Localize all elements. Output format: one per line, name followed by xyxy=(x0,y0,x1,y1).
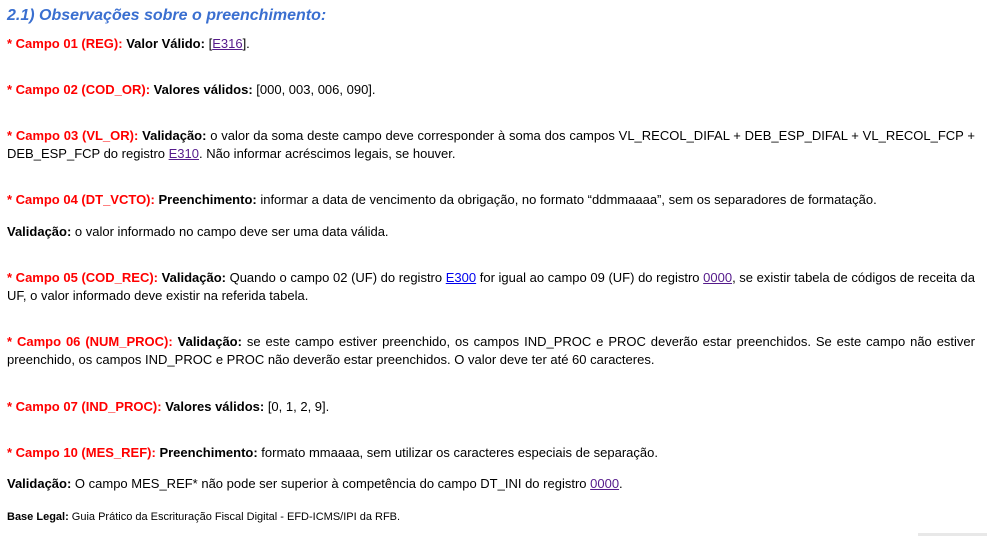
field-label: * Campo 04 (DT_VCTO): xyxy=(7,192,155,207)
key: Base Legal: xyxy=(7,511,69,523)
text: se este campo estiver preenchido, os campos IND_PROC e PROC deverão estar preenchidos. Se este campo não estiver preenchido, os campos IND_PROC e PROC não deverão estar preenchidos. O valor deve ter até 60 caracteres. xyxy=(7,334,975,367)
key: Validação: xyxy=(7,476,72,491)
field-label: * Campo 02 (COD_OR): xyxy=(7,82,151,97)
key: Validação: xyxy=(142,128,207,143)
text: [000, 003, 006, 090]. xyxy=(252,82,376,97)
text: . Não informar acréscimos legais, se houver. xyxy=(199,146,456,161)
text: Quando o campo 02 (UF) do registro xyxy=(225,270,446,285)
text: Guia Prático da Escrituração Fiscal Digital - EFD-ICMS/IPI da RFB. xyxy=(68,511,401,523)
field-06-note xyxy=(7,333,975,369)
field-05-note xyxy=(7,269,975,305)
field-10-note xyxy=(7,444,975,462)
link-0000[interactable]: 0000 xyxy=(703,270,733,285)
key: Preenchimento: xyxy=(158,192,257,207)
field-01-note xyxy=(7,35,975,53)
field-label: * Campo 07 (IND_PROC): xyxy=(7,399,162,414)
field-label: * Campo 05 (COD_REC): xyxy=(7,270,159,285)
field-10-validation xyxy=(7,475,975,493)
field-02-note xyxy=(7,81,975,99)
key: Validação: xyxy=(177,334,242,349)
text: [ xyxy=(204,36,213,51)
text: , se existir tabela de códigos de receita da UF, o valor informado deve existir na referida tabela. xyxy=(7,270,975,303)
key: Preenchimento: xyxy=(159,445,258,460)
legal-basis xyxy=(7,508,975,526)
link-e310[interactable]: E310 xyxy=(168,146,199,161)
text: ]. xyxy=(242,36,250,51)
link-e300[interactable]: E300 xyxy=(445,270,477,285)
field-04-validation xyxy=(7,223,975,241)
link-e316[interactable]: E316 xyxy=(212,36,243,51)
key: Valores válidos: xyxy=(153,82,253,97)
text: [0, 1, 2, 9]. xyxy=(264,399,330,414)
text: o valor informado no campo deve ser uma data válida. xyxy=(71,224,389,239)
text: for igual ao campo 09 (UF) do registro xyxy=(476,270,704,285)
field-03-note xyxy=(7,127,975,163)
key: Validação: xyxy=(7,224,72,239)
text: . xyxy=(619,476,623,491)
text: formato mmaaaa, sem utilizar os caracteres especiais de separação. xyxy=(257,445,658,460)
field-04-note xyxy=(7,191,975,209)
text: O campo MES_REF* não pode ser superior à competência do campo DT_INI do registro xyxy=(71,476,591,491)
field-label: * Campo 10 (MES_REF): xyxy=(7,445,156,460)
key: Validação: xyxy=(161,270,226,285)
link-0000[interactable]: 0000 xyxy=(590,476,620,491)
text: o valor da soma deste campo deve corresponder à soma dos campos VL_RECOL_DIFAL + DEB_ESP_DIFAL + VL_RECOL_FCP + DEB_ESP_FCP do registro xyxy=(7,128,975,161)
key: Valor Válido: xyxy=(126,36,205,51)
field-label: * Campo 03 (VL_OR): xyxy=(7,128,139,143)
text: informar a data de vencimento da obrigação, no formato “ddmmaaaa”, sem os separadores de formatação. xyxy=(256,192,877,207)
field-07-note xyxy=(7,398,975,416)
section-title: 2.1) Observações sobre o preenchimento: xyxy=(7,7,327,24)
field-label: * Campo 01 (REG): xyxy=(7,36,123,51)
field-label: * Campo 06 (NUM_PROC): xyxy=(7,334,173,349)
key: Valores válidos: xyxy=(165,399,265,414)
